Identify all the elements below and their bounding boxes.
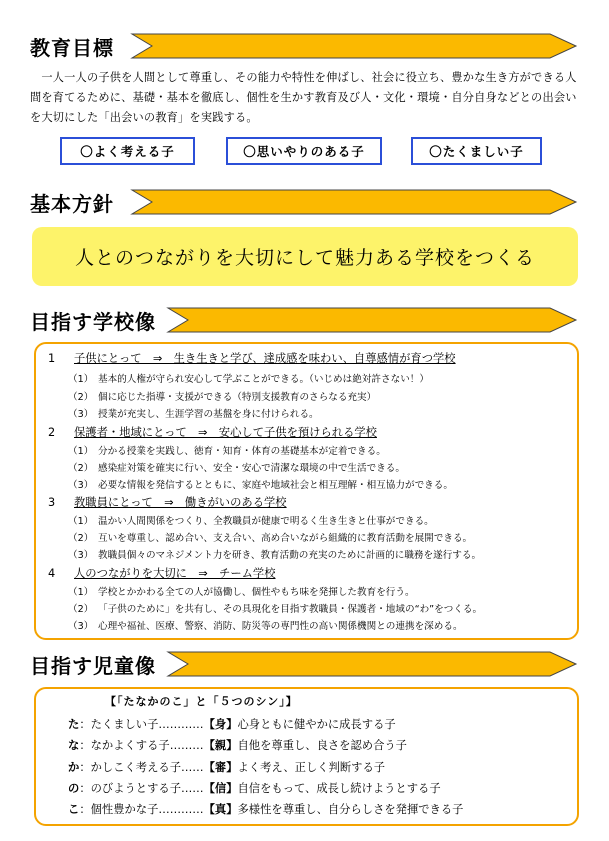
vision-item: （2） 感染症対策を確実に行い、安全・安心で清潔な環境の中で生活できる。 xyxy=(68,463,405,474)
vision-item: （1） 分かる授業を実践し、徳育・知育・体育の基礎基本が定着できる。 xyxy=(68,446,386,457)
section-title: 目指す学校像 xyxy=(30,309,156,334)
section-title: 目指す児童像 xyxy=(30,653,156,678)
arrow-banner-icon xyxy=(166,650,580,678)
arrow-banner-icon xyxy=(166,306,580,334)
vision-item: （2） 互いを尊重し、認め合い、支え合い、高め合いながら組織的に教育活動を展開できる。 xyxy=(68,533,473,544)
vision-heading: 4 人のつながりを大切に ⇒ チーム学校 xyxy=(48,567,276,580)
child-trait-row: こ：個性豊かな子…………【真】多様性を尊重し、自分らしさを発揮できる子 xyxy=(68,803,464,816)
policy-slogan: 人とのつながりを大切にして魅力ある学校をつくる xyxy=(32,227,578,286)
vision-item: （3） 授業が充実し、生涯学習の基盤を身に付けられる。 xyxy=(68,409,319,420)
vision-item: （3） 必要な情報を発信するとともに、家庭や地域社会と相互理解・相互協力ができる。 xyxy=(68,480,453,491)
heading-school-vision xyxy=(30,306,156,334)
vision-item: （1） 学校とかかわる全ての人が協働し、個性やもち味を発揮した教育を行う。 xyxy=(68,587,415,598)
section-title: 基本方針 xyxy=(30,191,114,216)
vision-heading: 3 教職員にとって ⇒ 働きがいのある学校 xyxy=(48,496,287,509)
vision-item: （2） 「子供のために」を共有し、その具現化を目指す教職員・保護者・地域の“わ”をつくる。 xyxy=(68,604,483,615)
vision-item: （2） 個に応じた指導・支援ができる（特別支援教育のさらなる充実） xyxy=(68,392,377,403)
arrow-banner-icon xyxy=(130,188,580,216)
vision-heading: 1 子供にとって ⇒ 生き生きと学び、達成感を味わい、自尊感情が育つ学校 xyxy=(48,352,456,365)
vision-item: （3） 教職員個々のマネジメント力を研き、教育活動の充実のために計画的に職務を遂行する。 xyxy=(68,550,482,561)
goal-badge-kindness: 〇思いやりのある子 xyxy=(226,137,382,165)
heading-child-vision xyxy=(30,650,156,678)
goal-badge-strong: 〇たくましい子 xyxy=(411,137,542,165)
child-trait-row: た：たくましい子…………【身】心身ともに健やかに成長する子 xyxy=(68,718,396,731)
child-vision-header: 【「たなかのこ」と「５つのシン」】 xyxy=(105,695,298,708)
child-trait-row: な：なかよくする子………【親】自他を尊重し、良さを認め合う子 xyxy=(68,739,407,752)
child-trait-row: か：かしこく考える子……【審】よく考え、正しく判断する子 xyxy=(68,761,386,774)
heading-education-goal xyxy=(30,32,114,60)
intro-text: 一人一人の子供を人間として尊重し、その能力や特性を伸ばし、社会に役立ち、豊かな生き方ができる人間を育てるために、基礎・基本を徹底し、個性を生かす教育及び人・文化・環境・自分自身などとの出会いを大切にした「出会いの教育」を実践する。 xyxy=(30,71,577,124)
goal-badge-think: 〇よく考える子 xyxy=(60,137,195,165)
vision-item: （1） 温かい人間関係をつくり、全教職員が健康で明るく生き生きと仕事ができる。 xyxy=(68,516,434,527)
child-trait-row: の：のびようとする子……【信】自信をもって、成長し続けようとする子 xyxy=(68,782,441,795)
section-title: 教育目標 xyxy=(30,35,114,60)
vision-heading: 2 保護者・地域にとって ⇒ 安心して子供を預けられる学校 xyxy=(48,426,377,439)
vision-item: （1） 基本的人権が守られ安心して学ぶことができる。（いじめは絶対許さない！） xyxy=(68,374,429,385)
arrow-banner-icon xyxy=(130,32,580,60)
heading-basic-policy xyxy=(30,188,114,216)
vision-item: （3） 心理や福祉、医療、警察、消防、防災等の専門性の高い関係機関との連携を深める。 xyxy=(68,621,463,632)
